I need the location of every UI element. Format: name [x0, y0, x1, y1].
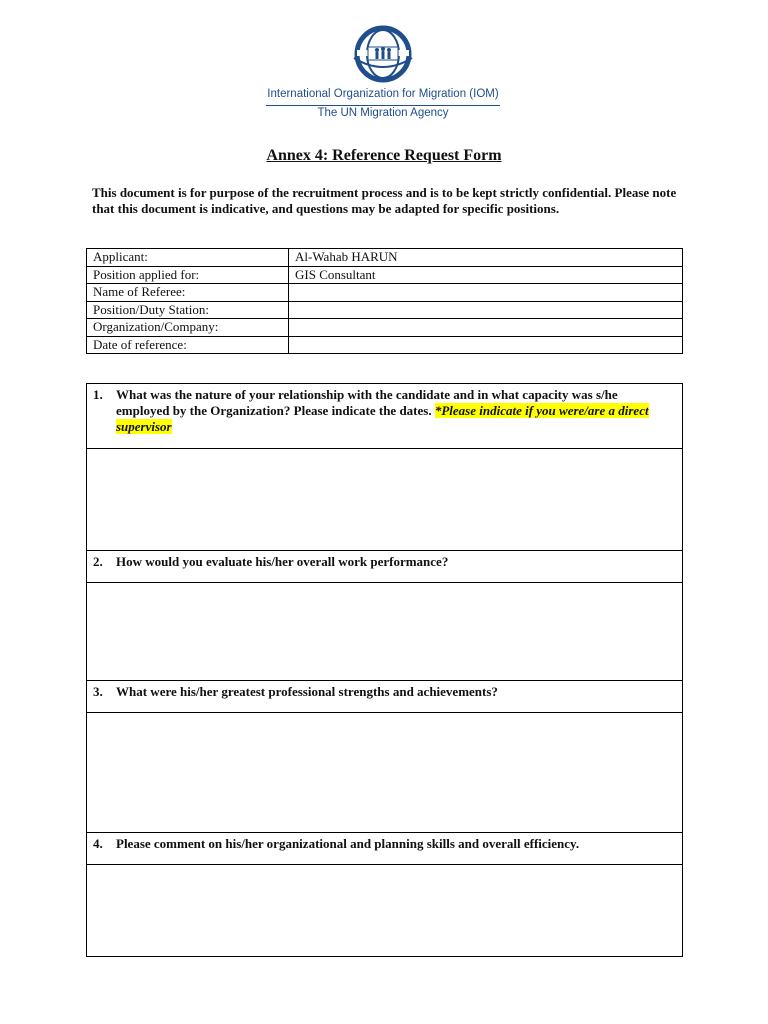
question-number: 2.	[93, 554, 103, 569]
table-row	[87, 266, 683, 284]
position-applied-value[interactable]: GIS Consultant	[289, 266, 683, 284]
question-number: 3.	[93, 684, 103, 699]
answer-area-4[interactable]	[87, 865, 682, 956]
position-applied-label: Position applied for:	[87, 266, 289, 284]
question-text: Please comment on his/her organizational and planning skills and overall efficiency.	[116, 836, 580, 851]
question-text: How would you evaluate his/her overall work performance?	[116, 554, 449, 569]
answer-area-2[interactable]	[87, 583, 682, 681]
iom-logo	[262, 24, 504, 120]
question-text-wrapper	[116, 387, 671, 435]
question-number: 4.	[93, 836, 103, 851]
applicant-value[interactable]: Al-Wahab HARUN	[289, 249, 683, 267]
table-row	[87, 284, 683, 302]
logo-org-name: International Organization for Migration (IOM)	[267, 88, 499, 100]
applicant-label: Applicant:	[87, 249, 289, 267]
table-row	[87, 319, 683, 337]
duty-station-field[interactable]	[289, 301, 683, 319]
intro-paragraph: This document is for purpose of the recruitment process and is to be kept strictly confidential. Please note that this document is indicative, and questions may be adapted for specific positions.	[92, 185, 677, 216]
question-number: 1.	[93, 387, 103, 402]
iom-emblem-icon	[344, 24, 422, 84]
answer-area-1[interactable]	[87, 449, 682, 551]
referee-name-label: Name of Referee:	[87, 284, 289, 302]
supervisor-note: *Please indicate if you were/are a direct supervisor	[116, 403, 649, 434]
question-text: What were his/her greatest professional strengths and achievements?	[116, 684, 498, 699]
question-row-1	[87, 384, 682, 449]
question-row-3	[87, 681, 682, 713]
questions-table	[86, 383, 683, 957]
question-row-4	[87, 833, 682, 865]
table-row	[87, 301, 683, 319]
question-text: What was the nature of your relationship with the candidate and in what capacity was s/he employed by the Organization? Please indicate the dates.	[116, 387, 618, 418]
duty-station-label: Position/Duty Station:	[87, 301, 289, 319]
page-title: Annex 4: Reference Request Form	[266, 147, 502, 164]
table-row	[87, 249, 683, 267]
applicant-info-table	[86, 248, 683, 354]
organization-field[interactable]	[289, 319, 683, 337]
question-row-2	[87, 551, 682, 583]
logo-tagline: The UN Migration Agency	[317, 107, 449, 119]
referee-name-field[interactable]	[289, 284, 683, 302]
reference-date-field[interactable]	[289, 336, 683, 354]
reference-date-label: Date of reference:	[87, 336, 289, 354]
organization-label: Organization/Company:	[87, 319, 289, 337]
answer-area-3[interactable]	[87, 713, 682, 833]
logo-divider	[266, 105, 500, 106]
table-row	[87, 336, 683, 354]
